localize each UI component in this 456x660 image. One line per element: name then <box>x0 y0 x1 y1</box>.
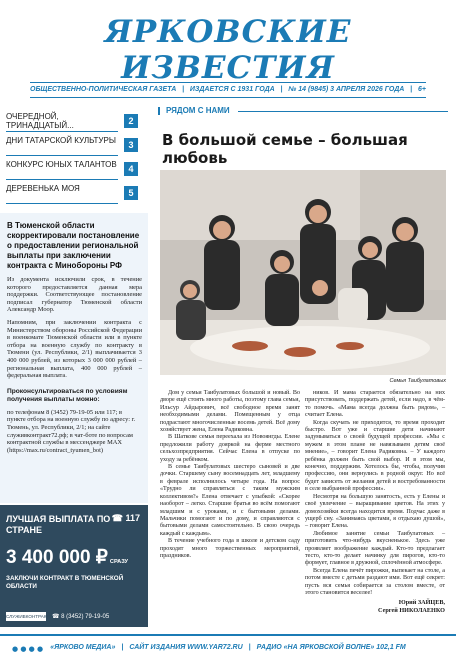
sub-sep: | <box>182 86 185 93</box>
article-paragraph: ников. И мама старается обязательно на них присутствовать, поддержать детей, если надо, в чём-то помочь. «Мама всегда должна быть рядом», – считает Елена. <box>305 390 445 419</box>
photo-caption: Семья Таибулатовых <box>389 378 446 384</box>
rubric-label: РЯДОМ С НАМИ <box>156 106 448 115</box>
sub-sep: | <box>410 86 413 93</box>
ad-site[interactable]: СЛУЖИВКОНТРАКТ72.РФ <box>6 614 63 619</box>
article-paragraph: Когда скучать не приходится, то время проходит быстро. Вот уже и старшие дети начинают задумываться о своей будущей профессии. «Мы с мужем в этом плане не навязываем детям своё мнение», – говорит Елена Радиковна. – У каждого ребёнка должен быть свой выбор. И в этом мы, конечно, поддержим. Хотелось бы, чтобы, получив профессию, они вернулись в родной округ. Но всё будет зависеть от желания детей и востребованности в селе выбранной профессии». <box>305 419 445 493</box>
toc-item[interactable] <box>0 160 148 181</box>
article-paragraph: В течение учебного года в школе и детском саду проходят много торжественных мероприятий, праздников. <box>160 538 300 559</box>
masthead-rule <box>30 97 426 98</box>
author-signature: Сергей НИКОЛАЕНКО <box>378 606 445 614</box>
ad-hotline-badge: ☎ 117 <box>111 513 140 523</box>
footer-sep: | <box>121 644 124 651</box>
family-photo-illustration <box>160 170 446 375</box>
toc-item[interactable] <box>0 136 148 157</box>
toc-divider <box>6 131 118 132</box>
toc-divider <box>6 203 118 204</box>
contract-ad-banner[interactable] <box>0 505 148 627</box>
sub-age: 6+ <box>417 86 426 93</box>
sub-issue: № 14 (9845) 3 АПРЕЛЯ 2026 ГОДА <box>288 86 405 93</box>
footer-line <box>0 644 456 651</box>
footer <box>0 634 456 660</box>
promo-contacts: по телефонам 8 (3452) 79-19-05 или 117; в пункте отбора на военную службу по адресу: г. Тюмень, ул. Республики, 2/1; на сайте служивконтракт72.рф; в чат-боте по вопросам контрактной службы в мессенджере MAX (https://max.ru/contract_tyumen_bot) <box>7 408 136 454</box>
toc-label: ДНИ ТАТАРСКОЙ КУЛЬТУРЫ <box>6 136 116 145</box>
footer-radio: РАДИО «НА ЯРКОВСКОЙ ВОЛНЕ» 102,1 FM <box>256 644 406 651</box>
toc-label: ДЕРЕВЕНЬКА МОЯ <box>6 184 80 193</box>
rubric-rule <box>238 111 448 112</box>
promo-paragraph: Из документа исключили срок, в течение которого предоставляется данная мера поддержки. Соответствующее постановление подписал губернатор Тюменской области Александр Моор. <box>7 276 142 314</box>
article-column-1 <box>160 390 300 560</box>
ad-amount-note: СРАЗУ <box>109 559 128 565</box>
ad-headline: ЛУЧШАЯ ВЫПЛАТА ПО СТРАНЕ <box>6 514 111 535</box>
masthead-subline <box>30 86 426 93</box>
article-paragraph: Любимое занятие семьи Таибулатовых – приготовить что-нибудь вкусненькое. Здесь уже проявляет воображение каждый. Кто-то предлагает тесто, кто-то делает начинку для пирогов, кто-то формует, главное в дружной, сплочённой атмосфере. <box>305 530 445 567</box>
promo-title: В Тюменской области скорректировали постановление о предоставлении региональной выплаты при заключении контракта с Минобороны РФ <box>7 221 140 270</box>
masthead <box>0 0 456 100</box>
family-photo <box>160 170 446 375</box>
toc-page-number: 4 <box>124 162 138 176</box>
article-paragraph: Дом у семьи Таибулатовых большой и новый. Во дворе ещё стоять много работы, поэтому глава семьи, Ильсур Айдырович, всё свободное время занят необходимыми делами. Помещенным у отца подрастают многочисленные восемь детей. Всё дому хозяйствует жена, Елена Радиковна. <box>160 390 300 434</box>
toc-divider <box>6 155 118 156</box>
article-paragraph: Всегда Елена печёт пирожки, выпекает на столе, а потом вместе с детьми раздают ими. Вот ещё секрет: пусть вся семья собирается за столом вместе, от этого становится веселее! <box>305 567 445 596</box>
ad-subline: ЗАКЛЮЧИ КОНТРАКТ В ТЮМЕНСКОЙ ОБЛАСТИ <box>6 575 124 590</box>
toc-label: ОЧЕРЕДНОЙ, ТРИНАДЦАТЫЙ... <box>6 112 74 130</box>
article-headline: В большой семье – большая любовь <box>162 131 408 167</box>
article-paragraph: В Шаткове семья переехала из Новоянгды. Елене предложили работу дояркой на ферме местного сельхозпредприятия. Сейчас Елена в отпуске по уходу за ребёнком. <box>160 434 300 463</box>
footer-sep: | <box>248 644 251 651</box>
author-signature: Юрий ЗАЙЦЕВ, <box>398 599 445 607</box>
toc-page-number: 5 <box>124 186 138 200</box>
ad-amount <box>6 546 142 569</box>
article-header <box>156 106 448 167</box>
ad-amount-value: 3 400 000 ₽ <box>6 547 108 568</box>
toc-page-number: 3 <box>124 138 138 152</box>
table-of-contents <box>0 112 148 205</box>
article-paragraph: Несмотря на большую занятость, есть у Елены и своё увлечение – выращивание цветов. На этих у домохозяйки всегда находится время. Подчас даже в ущерб сну. «Занимаясь цветами, я отдыхаю душой», – говорит Елена. <box>305 493 445 530</box>
sub-type: ОБЩЕСТВЕННО-ПОЛИТИЧЕСКАЯ ГАЗЕТА <box>30 86 177 93</box>
toc-page-number: 2 <box>124 114 138 128</box>
social-icons[interactable]: ● ● ● ● <box>12 645 44 653</box>
toc-item[interactable] <box>0 184 148 205</box>
newspaper-title: ЯРКОВСКИЕ ИЗВЕСТИЯ <box>104 14 352 86</box>
footer-media: «ЯРКОВО МЕДИА» <box>50 644 116 651</box>
promo-paragraph: Напомним, при заключении контракта с Министерством обороны Российской Федерации в военкомате Тюменской области или в пункте отбора на военную службу по контракту в Тюмени (ул. Республики, 2/1) выплачивается 3 400 000 рублей, из которых 3 000 000 рублей – региональная выплата, 400 000 рублей – федеральная выплата. <box>7 318 142 380</box>
toc-item[interactable] <box>0 112 148 133</box>
sub-sep: | <box>280 86 283 93</box>
footer-site[interactable]: САЙТ ИЗДАНИЯ WWW.YAR72.RU <box>129 644 243 651</box>
toc-label: КОНКУРС ЮНЫХ ТАЛАНТОВ <box>6 160 117 169</box>
contract-promo-box <box>0 213 148 503</box>
toc-divider <box>6 179 118 180</box>
promo-subheading: Проконсультироваться по условиям получения выплаты можно: <box>7 387 128 403</box>
article-paragraph: В семье Таибулатовых шестеро сыновей и две дочки. Старшему сыну восемнадцать лет, младшему в феврале исполнилось четыре года. На вопрос «Трудно ли справляться с таким мужским коллективом?» Елена отвечает с улыбкой: «Скорее наоборот – легко. Старшие братья во всём помогают младшим и с уроками, и с бытовыми делами. Мальчики помогают и по дому, и справляются с бытовыми делами самостоятельно. В свою очередь каждый с каждым». <box>160 464 300 537</box>
ad-phone: ☎ 8 (3452) 79-19-05 <box>52 614 110 620</box>
sub-since: ИЗДАЕТСЯ С 1931 ГОДА <box>189 86 275 93</box>
article-column-2 <box>305 390 445 614</box>
masthead-rule <box>30 82 426 83</box>
